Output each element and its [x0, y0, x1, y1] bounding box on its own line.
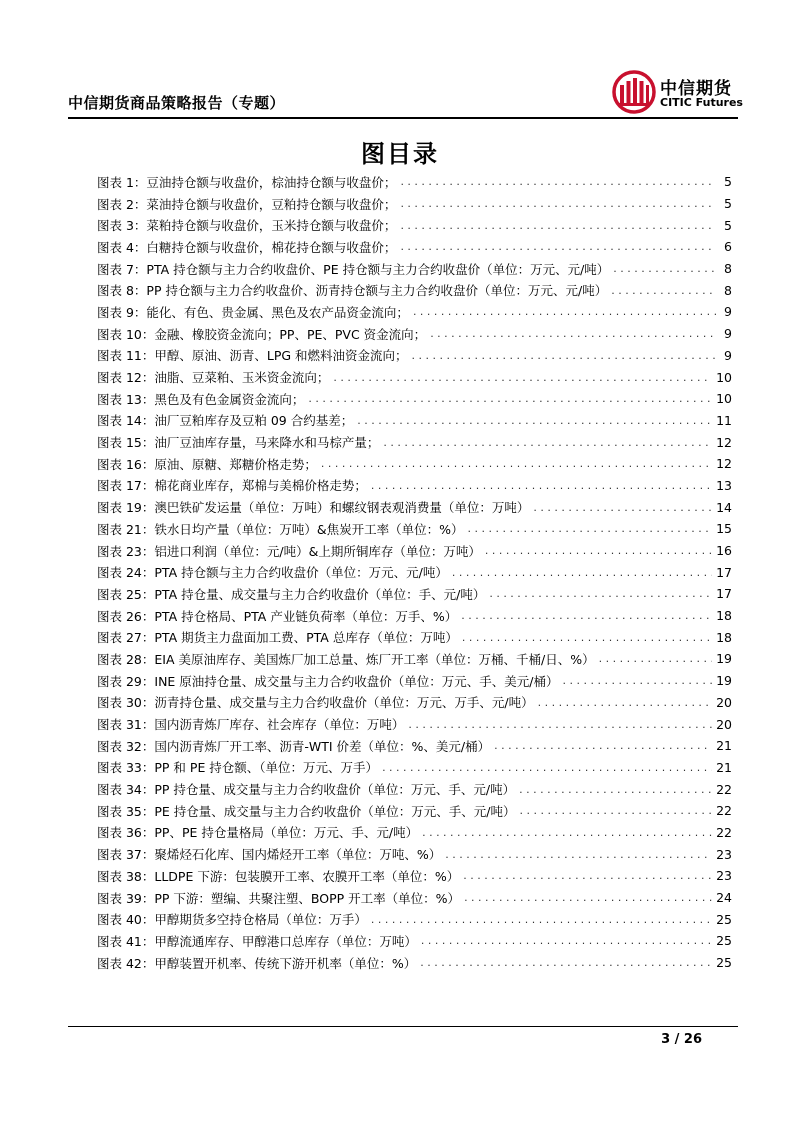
toc-entry[interactable] — [97, 388, 732, 410]
toc-dot-leader — [519, 783, 712, 796]
toc-dot-leader — [422, 826, 712, 839]
toc-entry-page: 25 — [716, 911, 732, 927]
toc-entry-page: 9 — [724, 326, 732, 342]
toc-entry[interactable] — [97, 778, 732, 800]
toc-dot-leader — [371, 479, 712, 492]
toc-entry-page: 9 — [724, 347, 732, 363]
toc-entry[interactable] — [97, 605, 732, 627]
toc-entry-page: 10 — [716, 391, 732, 407]
toc-entry-label: 图表 9：能化、有色、贵金属、黑色及农产品资金流向； — [97, 304, 409, 320]
toc-entry[interactable] — [97, 301, 732, 323]
toc-dot-leader — [413, 305, 716, 318]
toc-entry-label: 图表 8：PP 持仓额与主力合约收盘价、沥青持仓额与主力合约收盘价（单位：万元、元/吨） — [97, 283, 608, 299]
toc-dot-leader — [611, 284, 716, 297]
toc-entry[interactable] — [97, 952, 732, 974]
toc-entry-label: 图表 36：PP、PE 持仓量格局（单位：万元、手、元/吨） — [97, 825, 419, 841]
toc-entry[interactable] — [97, 431, 732, 453]
toc-dot-leader — [382, 761, 712, 774]
logo-english-text: CITIC Futures — [660, 96, 743, 109]
toc-entry-label: 图表 1：豆油持仓额与收盘价，棕油持仓额与收盘价； — [97, 174, 397, 190]
toc-entry-page: 23 — [716, 868, 732, 884]
toc-entry-label: 图表 27：PTA 期货主力盘面加工费、PTA 总库存（单位：万吨） — [97, 630, 458, 646]
toc-entry[interactable] — [97, 800, 732, 822]
toc-entry-label: 图表 4：白糖持仓额与收盘价，棉花持仓额与收盘价； — [97, 239, 397, 255]
toc-entry-label: 图表 37：聚烯烃石化库、国内烯烃开工率（单位：万吨、%） — [97, 847, 442, 863]
toc-entry-page: 17 — [716, 586, 732, 602]
toc-entry-label: 图表 31：国内沥青炼厂库存、社会库存（单位：万吨） — [97, 717, 405, 733]
toc-entry[interactable] — [97, 193, 732, 215]
toc-entry-label: 图表 29：INE 原油持仓量、成交量与主力合约收盘价（单位：万元、手、美元/桶） — [97, 673, 559, 689]
toc-entry-page: 9 — [724, 304, 732, 320]
toc-entry[interactable] — [97, 214, 732, 236]
toc-entry-page: 10 — [716, 369, 732, 385]
toc-dot-leader — [383, 436, 712, 449]
toc-entry-page: 22 — [716, 803, 732, 819]
toc-entry[interactable] — [97, 583, 732, 605]
toc-dot-leader — [321, 457, 712, 470]
toc-dot-leader — [400, 240, 716, 253]
toc-entry-page: 20 — [716, 716, 732, 732]
toc-dot-leader — [445, 848, 712, 861]
toc-entry-label: 图表 15：油厂豆油库存量，马来降水和马棕产量； — [97, 435, 380, 451]
toc-entry-page: 5 — [724, 174, 732, 190]
toc-entry[interactable] — [97, 865, 732, 887]
toc-dot-leader — [533, 501, 712, 514]
toc-entry-page: 8 — [724, 261, 732, 277]
toc-entry[interactable] — [97, 453, 732, 475]
toc-entry-label: 图表 21：铁水日均产量（单位：万吨）&焦炭开工率（单位：%） — [97, 521, 464, 537]
toc-dot-leader — [400, 219, 716, 232]
toc-entry-page: 25 — [716, 955, 732, 971]
toc-dot-leader — [420, 956, 712, 969]
toc-entry[interactable] — [97, 345, 732, 367]
toc-entry-page: 16 — [716, 543, 732, 559]
figure-index-list — [97, 171, 732, 973]
toc-entry-page: 19 — [716, 651, 732, 667]
toc-entry[interactable] — [97, 475, 732, 497]
header-divider — [68, 117, 738, 119]
toc-entry-page: 18 — [716, 608, 732, 624]
citic-logo-icon — [612, 70, 656, 114]
toc-dot-leader — [462, 631, 712, 644]
toc-entry-label: 图表 17：棉花商业库存，郑棉与美棉价格走势； — [97, 478, 367, 494]
toc-entry-label: 图表 7：PTA 持仓额与主力合约收盘价、PE 持仓额与主力合约收盘价（单位：万元、元/吨） — [97, 261, 610, 277]
toc-entry-page: 11 — [716, 412, 732, 428]
toc-entry-page: 19 — [716, 673, 732, 689]
toc-entry[interactable] — [97, 171, 732, 193]
toc-dot-leader — [463, 869, 712, 882]
toc-entry-page: 18 — [716, 629, 732, 645]
toc-entry-label: 图表 2：菜油持仓额与收盘价，豆粕持仓额与收盘价； — [97, 196, 397, 212]
toc-entry-page: 12 — [716, 456, 732, 472]
toc-dot-leader — [412, 349, 716, 362]
toc-entry-label: 图表 28：EIA 美原油库存、美国炼厂加工总量、炼厂开工率（单位：万桶、千桶/日、%） — [97, 651, 595, 667]
toc-dot-leader — [464, 891, 712, 904]
toc-entry[interactable] — [97, 366, 732, 388]
toc-entry-page: 5 — [724, 217, 732, 233]
citic-futures-logo — [612, 70, 743, 114]
toc-entry[interactable] — [97, 626, 732, 648]
toc-dot-leader — [421, 934, 712, 947]
toc-entry[interactable] — [97, 887, 732, 909]
toc-entry-page: 24 — [716, 890, 732, 906]
toc-dot-leader — [308, 392, 712, 405]
toc-entry-label: 图表 24：PTA 持仓额与主力合约收盘价（单位：万元、元/吨） — [97, 565, 448, 581]
toc-dot-leader — [371, 913, 712, 926]
toc-entry-label: 图表 40：甲醇期货多空持仓格局（单位：万手） — [97, 912, 367, 928]
toc-entry[interactable] — [97, 822, 732, 844]
toc-entry[interactable] — [97, 843, 732, 865]
toc-dot-leader — [430, 327, 716, 340]
toc-entry-page: 15 — [716, 521, 732, 537]
toc-dot-leader — [452, 566, 712, 579]
toc-entry[interactable] — [97, 279, 732, 301]
footer-divider — [68, 1026, 738, 1027]
toc-entry-label: 图表 38：LLDPE 下游：包装膜开工率、农膜开工率（单位：%） — [97, 868, 460, 884]
toc-entry[interactable] — [97, 757, 732, 779]
toc-entry-label: 图表 12：油脂、豆菜粕、玉米资金流向； — [97, 370, 330, 386]
toc-dot-leader — [494, 739, 712, 752]
toc-entry-page: 6 — [724, 239, 732, 255]
toc-entry-label: 图表 35：PE 持仓量、成交量与主力合约收盘价（单位：万元、手、元/吨） — [97, 803, 516, 819]
toc-dot-leader — [599, 652, 713, 665]
toc-entry[interactable] — [97, 540, 732, 562]
toc-entry-page: 22 — [716, 824, 732, 840]
toc-entry[interactable] — [97, 410, 732, 432]
toc-title: 图目录 — [361, 140, 439, 168]
toc-dot-leader — [489, 587, 712, 600]
toc-dot-leader — [400, 175, 716, 188]
toc-entry[interactable] — [97, 518, 732, 540]
toc-entry[interactable] — [97, 670, 732, 692]
toc-dot-leader — [520, 804, 713, 817]
toc-dot-leader — [357, 414, 712, 427]
toc-entry-label: 图表 16：原油、原糖、郑糖价格走势； — [97, 456, 317, 472]
toc-entry[interactable] — [97, 648, 732, 670]
toc-entry-label: 图表 30：沥青持仓量、成交量与主力合约收盘价（单位：万元、万手、元/吨） — [97, 695, 534, 711]
toc-entry[interactable] — [97, 930, 732, 952]
toc-entry[interactable] — [97, 735, 732, 757]
toc-entry-page: 25 — [716, 933, 732, 949]
toc-entry-page: 22 — [716, 781, 732, 797]
toc-entry-label: 图表 19：澳巴铁矿发运量（单位：万吨）和螺纹钢表观消费量（单位：万吨） — [97, 500, 530, 516]
toc-entry-label: 图表 11：甲醇、原油、沥青、LPG 和燃料油资金流向； — [97, 348, 408, 364]
toc-entry[interactable] — [97, 713, 732, 735]
toc-entry-label: 图表 32：国内沥青炼厂开工率、沥青-WTI 价差（单位：%、美元/桶） — [97, 738, 491, 754]
toc-entry[interactable] — [97, 908, 732, 930]
toc-entry-page: 20 — [716, 694, 732, 710]
logo-chinese-text: 中信期货 — [660, 79, 732, 99]
toc-entry-page: 21 — [716, 738, 732, 754]
toc-entry-page: 23 — [716, 846, 732, 862]
toc-dot-leader — [485, 544, 712, 557]
toc-entry-label: 图表 41：甲醇流通库存、甲醇港口总库存（单位：万吨） — [97, 933, 417, 949]
toc-entry-label: 图表 25：PTA 持仓量、成交量与主力合约收盘价（单位：手、元/吨） — [97, 586, 486, 602]
toc-entry[interactable] — [97, 236, 732, 258]
toc-entry-label: 图表 34：PP 持仓量、成交量与主力合约收盘价（单位：万元、手、元/吨） — [97, 782, 516, 798]
toc-dot-leader — [468, 522, 713, 535]
toc-entry-page: 21 — [716, 759, 732, 775]
toc-entry-label: 图表 14：油厂豆粕库存及豆粕 09 合约基差； — [97, 413, 354, 429]
toc-entry-label: 图表 39：PP 下游：塑编、共聚注塑、BOPP 开工率（单位：%） — [97, 890, 461, 906]
toc-entry-page: 5 — [724, 196, 732, 212]
toc-entry-label: 图表 42：甲醇装置开机率、传统下游开机率（单位：%） — [97, 955, 417, 971]
toc-entry-page: 8 — [724, 282, 732, 298]
report-header-title: 中信期货商品策略报告（专题） — [68, 94, 286, 112]
toc-dot-leader — [333, 371, 712, 384]
toc-entry-label: 图表 33：PP 和 PE 持仓额、（单位：万元、万手） — [97, 760, 379, 776]
toc-entry[interactable] — [97, 561, 732, 583]
toc-entry[interactable] — [97, 496, 732, 518]
toc-dot-leader — [613, 262, 716, 275]
toc-dot-leader — [563, 674, 713, 687]
toc-entry-label: 图表 3：菜粕持仓额与收盘价，玉米持仓额与收盘价； — [97, 218, 397, 234]
toc-entry-page: 12 — [716, 434, 732, 450]
toc-entry[interactable] — [97, 323, 732, 345]
toc-entry[interactable] — [97, 258, 732, 280]
toc-entry-label: 图表 13：黑色及有色金属资金流向； — [97, 391, 305, 407]
toc-dot-leader — [408, 718, 712, 731]
toc-entry-label: 图表 23：铝进口利润（单位：元/吨）&上期所铜库存（单位：万吨） — [97, 543, 481, 559]
toc-entry-label: 图表 10：金融、橡胶资金流向；PP、PE、PVC 资金流向； — [97, 326, 427, 342]
toc-dot-leader — [461, 609, 712, 622]
toc-dot-leader — [538, 696, 713, 709]
toc-dot-leader — [400, 197, 716, 210]
page-number: 3 / 26 — [661, 1032, 702, 1047]
toc-entry-page: 17 — [716, 564, 732, 580]
toc-entry-page: 14 — [716, 499, 732, 515]
toc-entry[interactable] — [97, 692, 732, 714]
toc-entry-page: 13 — [716, 477, 732, 493]
toc-entry-label: 图表 26：PTA 持仓格局、PTA 产业链负荷率（单位：万手、%） — [97, 608, 458, 624]
